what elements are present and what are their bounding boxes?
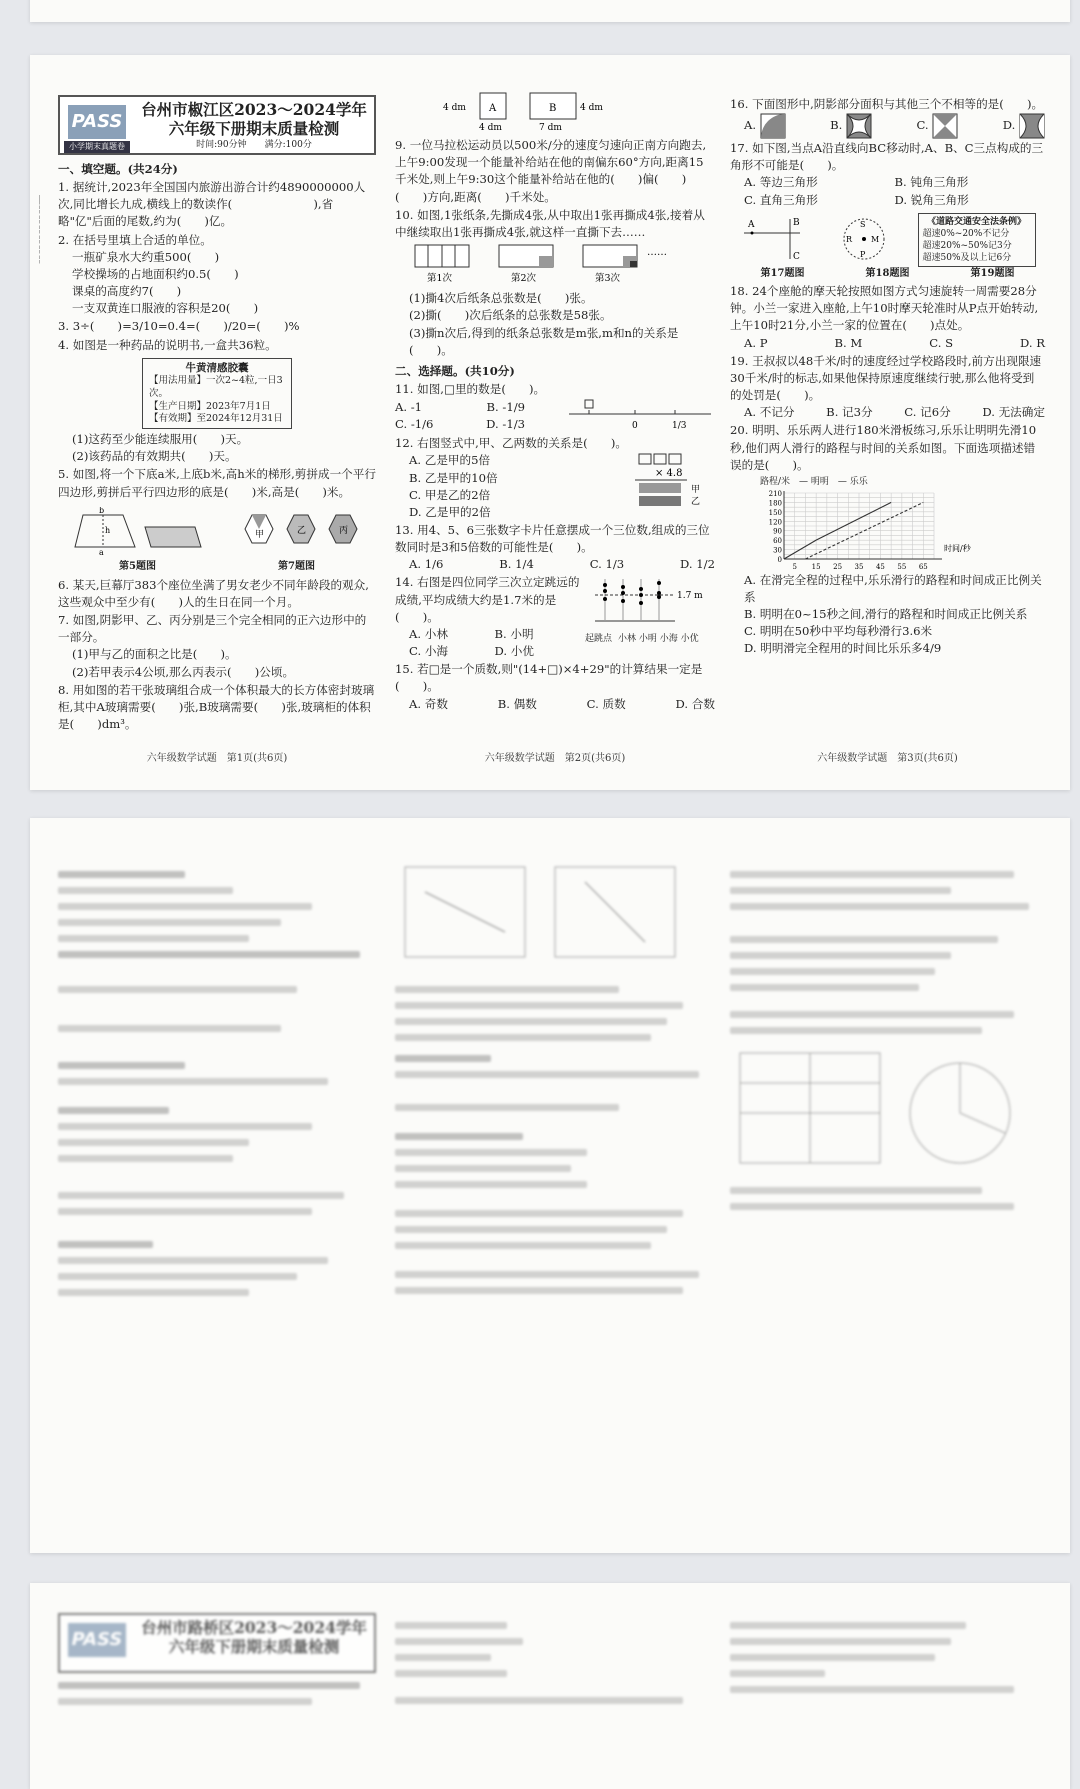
strip-caption: 第2次	[511, 273, 537, 285]
blurred-column-2	[395, 862, 715, 1303]
y-tick-label: 120	[768, 518, 782, 527]
traffic-law-line: 超速0%~20%不记分	[922, 228, 1010, 239]
question-1: 1. 据统计,2023年全国国内旅游出游合计约4890000000人次,同比增长九成,横线上的数读作( ),省略"亿"后面的尾数,约为( )亿。	[58, 180, 366, 229]
option: D. 锐角三角形	[894, 192, 969, 207]
page-footer: 六年级数学试题 第1页(共6页)	[146, 753, 288, 764]
exam-sheet-2-blurred	[30, 818, 1070, 1553]
chart-svg	[760, 489, 1000, 573]
svg-text:R: R	[845, 234, 852, 244]
svg-text:S: S	[859, 219, 865, 229]
vertical-multiplication-figure	[625, 452, 715, 514]
q4-sub: (2)该药品的有效期共( )天。	[72, 449, 237, 464]
jump-value-label: 1.7 m	[677, 591, 703, 602]
x-tick-label: 45	[875, 563, 885, 572]
jump-axis-label: 起跳点	[585, 633, 613, 644]
medicine-line: 【有效期】至2024年12月31日	[149, 413, 283, 425]
x-tick-label: 35	[854, 563, 864, 572]
svg-text:× 4.8: × 4.8	[655, 468, 683, 480]
figure-5	[73, 507, 203, 575]
page-column-1	[58, 95, 376, 733]
y-tick-label: 60	[773, 537, 782, 546]
jump-dots-figure	[585, 573, 715, 627]
sheet3-column-2	[395, 1613, 715, 1713]
logo-subtitle: 小学期末真题卷	[64, 141, 130, 153]
exam-title-line2: 六年级下册期末质量检测	[168, 1637, 340, 1656]
medicine-line: 【生产日期】2023年7月1日	[149, 400, 271, 412]
q7-sub: (2)若甲表示4公顷,那么丙表示( )公顷。	[72, 664, 295, 679]
page-column-2	[395, 89, 715, 713]
question-10: 10. 如图,1张纸条,先撕成4张,从中取出1张再撕成4张,接着从中继续取出1张再撕成4张,就这样一直撕下去……	[395, 207, 705, 239]
y-tick-label: 210	[768, 490, 782, 499]
blurred-column-1	[58, 862, 376, 1305]
dim-label: 7 dm	[539, 123, 562, 131]
y-tick-label: 90	[773, 527, 782, 536]
glass-a-label: A	[489, 103, 497, 114]
option: B. M	[834, 335, 863, 350]
glass-b-label: B	[549, 103, 557, 114]
svg-text:0: 0	[632, 421, 638, 432]
q19-options	[730, 404, 1045, 421]
sheet3-column-1	[58, 1613, 376, 1714]
question-2: 2. 在括号里填上合适的单位。	[58, 232, 212, 247]
question-16: 16. 下面图形中,阴影部分面积与其他三个不相等的是( )。	[730, 97, 1044, 111]
svg-text:C: C	[792, 251, 800, 261]
q18-options	[730, 335, 1045, 352]
exam-header	[58, 1613, 376, 1673]
previous-sheet-edge	[30, 0, 1070, 22]
option: C. 直角三角形	[744, 192, 818, 207]
option: D. 无法确定	[982, 405, 1045, 420]
option: C.	[916, 118, 929, 133]
q12-options	[395, 452, 498, 521]
svg-text:A: A	[747, 219, 754, 230]
option: D. 合数	[675, 696, 715, 711]
option: B. 钝角三角形	[894, 175, 969, 190]
medicine-label	[142, 358, 292, 429]
option: A. 不记分	[744, 405, 795, 420]
page-footer: 六年级数学试题 第2页(共6页)	[484, 753, 626, 764]
option: B. 1/4	[499, 557, 534, 572]
q16-options	[730, 113, 1045, 139]
option: C. 质数	[586, 696, 626, 711]
q2-item: 一瓶矿泉水大约重500( )	[72, 249, 220, 264]
svg-text:P: P	[859, 249, 865, 259]
chart-legend: 路程/米 — 明明 — 乐乐	[760, 476, 868, 487]
section-title: 一、填空题。(共24分)	[58, 162, 178, 176]
exam-header	[58, 95, 376, 155]
option: A. 乙是甲的5倍	[409, 453, 491, 468]
dim-label: 4 dm	[580, 103, 603, 113]
question-12: 12. 右图竖式中,甲、乙两数的关系是( )。	[395, 436, 627, 451]
x-tick-label: 5	[792, 563, 797, 572]
figures-17-19	[730, 213, 1045, 268]
svg-text:1/3: 1/3	[672, 421, 687, 432]
exam-title-line1: 台州市椒江区2023～2024学年	[141, 100, 367, 119]
question-13: 13. 用4、5、6三张数字卡片任意摆成一个三位数,组成的三位数同时是3和5倍数的可能性是( )。	[395, 522, 710, 555]
page-column-3	[730, 95, 1045, 658]
question-9: 9. 一位马拉松运动员以500米/分的速度匀速向正南方向跑去,上午9:00发现一个能量补给站在他的南偏东60°方向,距离15千米处,则上午9:30这个能量补给站在他的( )偏( )( )方向,距离( )千米处。	[395, 138, 707, 204]
svg-text:a: a	[98, 547, 104, 555]
ferris-wheel-figure	[829, 213, 899, 265]
y-tick-label: 150	[768, 509, 782, 518]
q10-sub: (1)撕4次后纸条总张数是( )张。	[409, 291, 593, 306]
section-title: 二、选择题。(共10分)	[395, 363, 515, 378]
svg-text:h: h	[104, 525, 110, 535]
option: C. 甲是乙的2倍	[409, 487, 491, 502]
question-18: 18. 24个座舱的摩天轮按照如图方式匀速旋转一周需要28分钟。小兰一家进入座舱,上午10时摩天轮准时从P点开始转动,上午10时21分,小兰一家的位置在( )点处。	[730, 284, 1039, 333]
question-5: 5. 如图,将一个下底a米,上底b米,高h米的梯形,剪拼成一个平行四边形,剪拼后平行四边形的底是( )米,高是( )米。	[58, 467, 376, 499]
figure-18-caption: 第18题图	[865, 268, 910, 280]
x-tick-label: 25	[833, 563, 843, 572]
question-11: 11. 如图,□里的数是( )。	[395, 382, 546, 397]
svg-text:乙: 乙	[691, 497, 701, 508]
option: B. -1/9	[486, 400, 525, 415]
hex-label-bing: 丙	[338, 525, 348, 536]
figure-7-caption: 第7题图	[278, 560, 315, 572]
question-17: 17. 如下图,当点A沿直线向BC移动时,A、B、C三点构成的三角形不可能是( )。	[730, 141, 1044, 173]
strip-caption: 第3次	[595, 273, 621, 285]
question-19: 19. 王叔叔以48千米/时的速度经过学校路段时,前方出现限速30千米/时的标志,如果他保持原速度继续行驶,那么他将受到的处罚是( )。	[730, 353, 1042, 403]
x-tick-label: 15	[811, 563, 821, 572]
jump-chart	[585, 573, 715, 660]
blurred-table-and-pie	[730, 1043, 1030, 1173]
exam-meta: 时间:90分钟 满分:100分	[196, 140, 312, 150]
dim-label: 4 dm	[479, 123, 502, 131]
option: A. -1	[395, 400, 423, 415]
shape-a-icon	[760, 113, 786, 139]
number-line-figure	[565, 398, 715, 434]
figure-7	[232, 507, 362, 575]
option: C. 小海	[409, 644, 449, 659]
q13-options	[395, 556, 715, 573]
question-14: 14. 右图是四位同学三次立定跳远的成绩,平均成绩大约是1.7米的是( )。	[395, 575, 580, 624]
q20-option: C. 明明在50秒中平均每秒滑行3.6米	[744, 624, 933, 639]
svg-text:b: b	[98, 506, 104, 515]
q11-options	[395, 399, 525, 433]
exam-title-line2: 六年级下册期末质量检测	[168, 119, 340, 138]
question-4: 4. 如图是一种药品的说明书,一盒共36粒。	[58, 337, 277, 352]
sheet3-column-3	[730, 1613, 1045, 1702]
pass-logo: PASS	[68, 1623, 126, 1657]
exam-sheet-3-blurred	[30, 1583, 1070, 1789]
q2-item: 课桌的高度约7( )	[72, 284, 182, 299]
figures-5-7	[58, 507, 376, 575]
q11-block	[395, 398, 715, 434]
strip-caption: 第1次	[427, 273, 453, 285]
x-tick-label: 55	[897, 563, 907, 572]
y-tick-label: 30	[773, 546, 782, 555]
exam-title-line1: 台州市路桥区2023～2024学年	[141, 1618, 367, 1637]
point-line-figure	[740, 213, 810, 261]
option: C. 记6分	[904, 405, 951, 420]
svg-text:B: B	[792, 217, 800, 228]
figure-17-caption: 第17题图	[760, 268, 805, 280]
svg-text:M: M	[870, 234, 879, 244]
medicine-title: 牛黄清感胶囊	[185, 361, 249, 374]
q2-item: 学校操场的占地面积约0.5( )	[72, 266, 239, 281]
shape-b-icon	[846, 113, 872, 139]
option: D. -1/3	[486, 417, 525, 432]
distance-time-chart	[760, 476, 1045, 572]
blurred-grid-figures	[395, 862, 695, 972]
q14-options	[395, 626, 580, 660]
option: C. 1/3	[589, 557, 625, 572]
question-20: 20. 明明、乐乐两人进行180米滑板练习,乐乐让明明先滑10秒,他们两人滑行的路程与时间的关系如图。下面选项描述错误的是( )。	[730, 423, 1037, 472]
paper-strips-figure	[395, 241, 715, 285]
medicine-line: 【用法用量】一次2~4粒,一日3次。	[149, 374, 283, 399]
svg-text:甲: 甲	[691, 485, 701, 496]
q20-option: D. 明明滑完全程用的时间比乐乐多4/9	[744, 641, 942, 656]
page-footer: 六年级数学试题 第3页(共6页)	[817, 753, 958, 764]
option: B. 偶数	[497, 696, 537, 711]
option: B. 小明	[494, 626, 534, 641]
figure-captions	[730, 267, 1045, 282]
option: D.	[1002, 118, 1016, 133]
q2-item: 一支双黄连口服液的容积是20( )	[72, 301, 259, 316]
dim-label: 4 dm	[443, 103, 466, 113]
option: A. 小林	[409, 626, 448, 641]
option: B.	[830, 118, 843, 133]
option: A. 等边三角形	[744, 175, 818, 190]
q12-block	[395, 452, 715, 521]
question-15: 15. 若□是一个质数,则"(14+□)×4+29"的计算结果一定是( )。	[395, 662, 703, 694]
option: A.	[744, 118, 757, 133]
q14-block	[395, 573, 715, 660]
question-7: 7. 如图,阴影甲、乙、丙分别是三个完全相同的正六边形中的一部分。	[58, 613, 367, 645]
traffic-law-line: 超速20%~50%记3分	[922, 241, 1012, 252]
traffic-law-box	[918, 213, 1036, 268]
hex-label-yi: 乙	[296, 525, 306, 536]
jump-names: 小林 小明 小海 小优	[618, 633, 699, 644]
option: A. 奇数	[409, 696, 448, 711]
hex-label-jia: 甲	[254, 529, 264, 540]
option: C. S	[929, 335, 954, 350]
pass-logo: PASS	[68, 105, 126, 139]
svg-text:……: ……	[647, 247, 667, 259]
q15-options	[395, 696, 715, 713]
q20-option: A. 在滑完全程的过程中,乐乐滑行的路程和时间成正比例关系	[744, 572, 1042, 605]
q10-sub: (3)撕n次后,得到的纸条总张数是m张,m和n的关系是( )。	[409, 325, 679, 357]
hexagons-figure	[232, 507, 362, 555]
x-axis-label: 时间/秒	[944, 544, 971, 554]
traffic-law-line: 超速50%及以上记6分	[922, 253, 1012, 264]
option: A. P	[744, 335, 768, 350]
option: C. -1/6	[395, 417, 434, 432]
trapezoid-figure	[73, 507, 203, 555]
traffic-law-title: 《道路交通安全法条例》	[926, 216, 1026, 227]
q10-sub: (2)撕( )次后纸条的总张数是58张。	[409, 308, 612, 323]
glass-panels-figure	[395, 89, 715, 131]
q7-sub: (1)甲与乙的面积之比是( )。	[72, 647, 237, 662]
q20-option: B. 明明在0~15秒之间,滑行的路程和时间成正比例关系	[744, 607, 1028, 622]
exam-sheet-1: | ¦ ¦ ¦ ¦ ¦ ¦ PASS 小学期末真题卷 台州市椒江区2023～2024学年 六年级下册期末质量检测 时间:90分钟 满分:100分 一、填空题。(共24分) 1. 据统计,2023年全国国内旅游出游合计约4890000000人次,同比增长九成,横线上的数读作( ),省略"亿"后面的尾数,约为( )亿。 2. 在括号里填上合适的单位。 一瓶矿泉水大约重500( ) 学校操场的占地面积约0.5( ) 课桌的高度约7( ) 一支双黄连口服液的容积是20( ) 3. 3÷( )=3/10=0.4=( )/20=( )% 4. 如图是一种药品的说明书,一盒共36粒。 牛黄清感胶囊 【用法用量】一次2~4粒,一日3次。 【生产日期】2023年7月1日 【有效期】至2024年12月31日 (1)这药至少能连续服用( )天。 (2)该药品的有效期共( )天。 5. 如图,将一个下底a米,上底b米,高h米的梯形,剪拼成一个平行四边形,剪拼后平行四边形的底是( )米,高是( )米。 b a h 第5题图 甲 乙 丙 第7题图 6. 某天,巨幕厅383个座位坐满了男女老少不同年龄段的观众,这些观众中至少有( )人的生日在同一个月。 7. 如图,阴影甲、乙、丙分别是三个完全相同的正六边形中的一部分。 (1)甲与乙的面积之比是( )。 (2)若甲表示4公顷,那么丙表示( )公顷。 8. 用如图的若干张玻璃组合成一个体积最大的长方体密封玻璃柜,其中A玻璃需要( )张,B玻璃需要( )张,玻璃柜的体积是( )dm³。 六年级数学试题 第1页(共6页) A B 4 dm 4 dm 4 dm 7 dm 9. 一位马拉松运动员以500米/分的速度匀速向正南方向跑去,上午9:00发现一个能量补给站在他的南偏东60°方向,距离15千米处,则上午9:30这个能量补给站在他的( )偏( )( )方向,距离( )千米处。 10. 如图,1张纸条,先撕成4张,从中取出1张再撕成4张,接着从中继续取出1张再撕成4张,就这样一直撕下去…… …… 第1次 第2次 第3次 (1)撕4次后纸条总张数是( )张。 (2)撕( )次后纸条的总张数是58张。 (3)撕n次后,得到的纸条总张数是m张,m和n的关系是( )。 二、选择题。(共10分) 11. 如图,□里的数是( )。 A. -1 B. -1/9 C. -1/6 D. -1/3 0 1/3 12. 右图竖式中,甲、乙两数的关系是( )。 A. 乙是甲的5倍 B. 乙是甲的10倍 C. 甲是乙的2倍 D. 乙是甲的2倍 × 4.8 甲 乙 13. 用4、5、6三张数字卡片任意摆成一个三位数,组成的三位数同时是3和5倍数的可能性是( )。 A. 1/6 B. 1/4 C. 1/3 D. 1/2 14. 右图是四位同学三次立定跳远的成绩,平均成绩大约是1.7米的是( )。 A. 小林 B. 小明 C. 小海 D. 小优 1.7 m 起跳点 小林 小明 小海 小优 15. 若□是一个质数,则"(14+□)×4+29"的计算结果一定是( )。 A. 奇数 B. 偶数 C. 质数 D. 合数 六年级数学试题 第2页(共6页) 16. 下面图形中,阴影部分面积与其他三个不相等的是( )。 A. B. C. D. 17. 如下图,当点A沿直线向BC移动时,A、B、C三点构成的三角形不可能是( )。 A. 等边三角形 B. 钝角三角形 C. 直角三角形 D. 锐角三角形 A B C S R M P 《道路交通安全法条例》 超速0%~20%不记分 超速20%~50%记3分 超速50%及以上记6分 第17题图 第18题图 第19题图 18. 24个座舱的摩天轮按照如图方式匀速旋转一周需要28分钟。小兰一家进入座舱,上午10时摩天轮准时从P点开始转动,上午10时21分,小兰一家的位置在( )点处。 A. P B. M C. S D. R 19. 王叔叔以48千米/时的速度经过学校路段时,前方出现限速30千米/时的标志,如果他保持原速度继续行驶,那么他将受到的处罚是( )。 A. 不记分 B. 记3分 C. 记6分 D. 无法确定 20. 明明、乐乐两人进行180米滑板练习,乐乐让明明先滑10秒,他们两人滑行的路程与时间的关系如图。下面选项描述错误的是( )。 路程/米 — 明明 — 乐乐 30 60 90 120 150 180 210 0 5 15 25 35 45 55 65 时间/秒 A. 在滑完全程的过程中,乐乐滑行的路程和时间成正比例关系 B. 明明在0~15秒之间,滑行的路程和时间成正比例关系 C. 明明在50秒中平均每秒滑行3.6米 D. 明明滑完全程用的时间比乐乐多4/9 六年级数学试题 第3页(共6页)	[30, 55, 1070, 790]
option: D. R	[1020, 335, 1045, 350]
shape-d-icon	[1019, 113, 1045, 139]
option: B. 乙是甲的10倍	[409, 470, 498, 485]
figure-19-caption: 第19题图	[970, 268, 1015, 280]
q4-sub: (1)这药至少能连续服用( )天。	[72, 432, 249, 447]
figure-5-caption: 第5题图	[119, 560, 156, 572]
option: A. 1/6	[409, 557, 444, 572]
option: D. 1/2	[680, 557, 715, 572]
q17-options	[730, 174, 1045, 208]
x-tick-label: 65	[918, 563, 928, 572]
option: D. 乙是甲的2倍	[409, 504, 491, 519]
question-6: 6. 某天,巨幕厅383个座位坐满了男女老少不同年龄段的观众,这些观众中至少有( )人的生日在同一个月。	[58, 577, 369, 609]
y-tick-label: 180	[768, 499, 782, 508]
option: B. 记3分	[826, 405, 873, 420]
blurred-column-3	[730, 862, 1045, 1219]
question-8: 8. 用如图的若干张玻璃组合成一个体积最大的长方体密封玻璃柜,其中A玻璃需要( )张,B玻璃需要( )张,玻璃柜的体积是( )dm³。	[58, 682, 375, 731]
option: D. 小优	[494, 644, 534, 659]
y-tick-label: 0	[777, 556, 782, 565]
shape-c-icon	[932, 113, 958, 139]
question-3: 3. 3÷( )=3/10=0.4=( )/20=( )%	[58, 319, 300, 334]
